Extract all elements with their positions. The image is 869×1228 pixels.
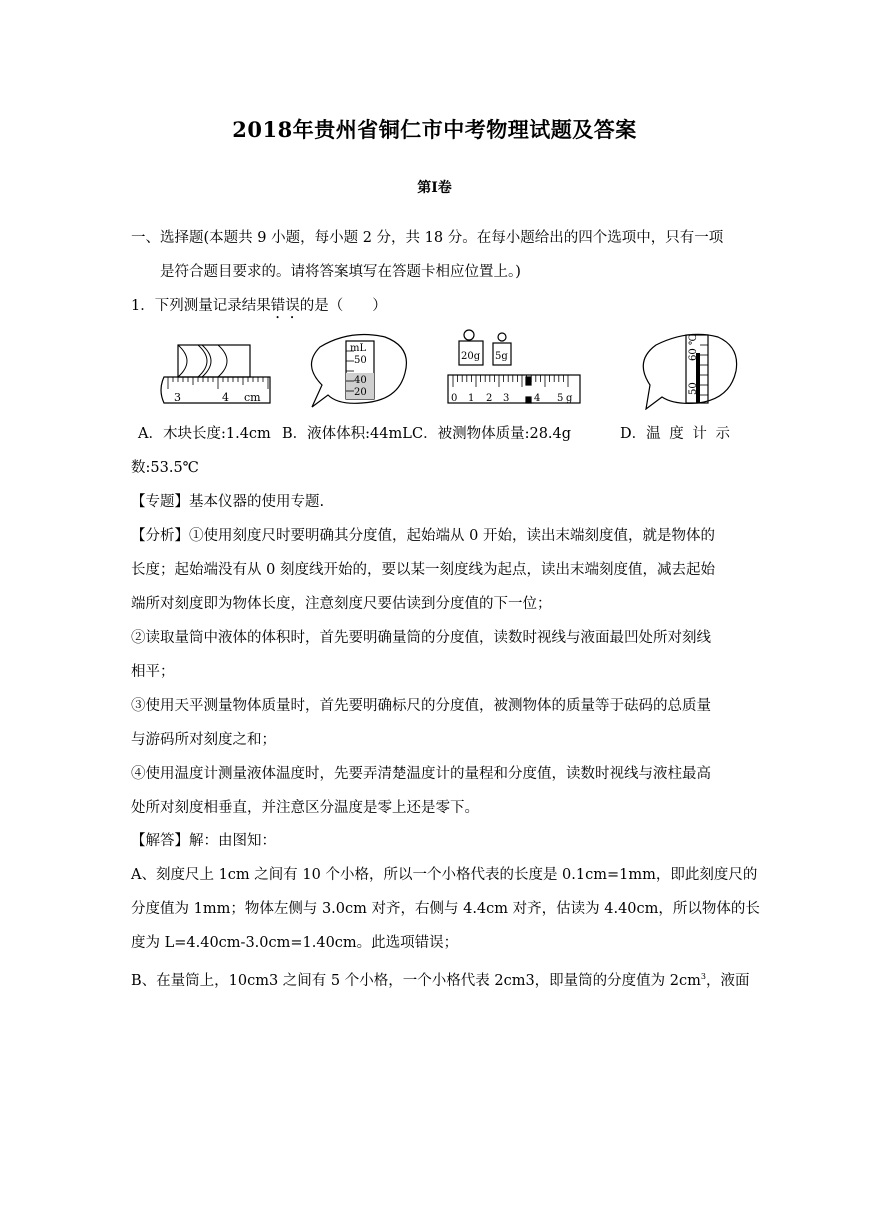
cylinder-label-20: 20 xyxy=(354,387,367,398)
option-a: A．木块长度:1.4cm xyxy=(138,426,271,442)
analysis-line: ④使用温度计测量液体温度时，先要弄清楚温度计的量程和分度值，读数时视线与液柱最高 xyxy=(131,766,711,782)
cylinder-unit: mL xyxy=(350,343,367,354)
analysis-line: 端所对刻度即为物体长度，注意刻度尺要估读到分度值的下一位； xyxy=(131,596,552,612)
answer-b-superscript: 3 xyxy=(700,972,706,981)
answer-line: 度为 L=4.40cm-3.0cm=1.40cm。此选项错误； xyxy=(131,935,459,951)
question-1-figure xyxy=(150,325,750,410)
thermo-label-60: 60 xyxy=(688,348,699,361)
document-title: 2018年贵州省铜仁市中考物理试题及答案 xyxy=(232,117,637,142)
answer-b-line xyxy=(131,967,749,991)
balance-label-4: 4 xyxy=(534,393,541,404)
option-c: C．被测物体质量:28.4g xyxy=(412,426,572,442)
analysis-line: 【分析】①使用刻度尺时要明确其分度值，起始端从 0 开始，读出末端刻度值，就是物体的 xyxy=(131,528,715,544)
balance-label-5: 5 xyxy=(557,393,564,404)
answer-line: 分度值为 1mm；物体左侧与 3.0cm 对齐，右侧与 4.4cm 对齐，估读为 4.40cm，所以物体的长 xyxy=(131,901,760,917)
answer-b-text: B、在量筒上，10cm3 之间有 5 个小格，一个小格代表 2cm3，即量筒的分度值为 2cm xyxy=(131,972,701,989)
balance-label-3: 3 xyxy=(503,393,510,404)
weight-5g: 5g xyxy=(495,351,508,362)
ruler-label-4: 4 xyxy=(222,391,229,404)
option-b: B．液体体积:44mL xyxy=(282,426,412,442)
question-1-emphasis: 错误 xyxy=(270,298,300,314)
answer-line: A、刻度尺上 1cm 之间有 10 个小格，所以一个小格代表的长度是 0.1cm=1mm，即此刻度尺的 xyxy=(131,867,758,883)
balance-label-0: 0 xyxy=(451,393,458,404)
analysis-line: 相平； xyxy=(131,664,175,680)
question-1-prefix: 1．下列测量记录结果 xyxy=(131,298,271,314)
answer-heading: 【解答】解：由图知： xyxy=(131,833,276,849)
analysis-line: 处所对刻度相垂直，并注意区分温度是零上还是零下。 xyxy=(131,800,479,816)
thermo-label-50: 50 xyxy=(688,382,699,395)
question-1 xyxy=(131,296,387,322)
question-1-suffix: 的是（ ） xyxy=(299,298,387,314)
volume-heading: 第Ⅰ卷 xyxy=(417,180,452,196)
option-d-line-1: D．温 度 计 示 xyxy=(620,426,730,442)
ruler-label-3: 3 xyxy=(174,391,181,404)
section-heading-line-1: 一、选择题(本题共 9 小题，每小题 2 分，共 18 分。在每小题给出的四个选项中，只有一项 xyxy=(131,230,724,246)
analysis-line: ②读取量筒中液体的体积时，首先要明确量筒的分度值，读数时视线与液面最凹处所对刻线 xyxy=(131,630,711,646)
option-d-line-2: 数:53.5℃ xyxy=(131,460,199,476)
balance-label-2: 2 xyxy=(486,393,493,404)
answer-b-end: ，液面 xyxy=(705,972,750,989)
topic-line: 【专题】基本仪器的使用专题. xyxy=(131,494,325,510)
cylinder-label-40: 40 xyxy=(354,375,367,386)
balance-label-1: 1 xyxy=(468,393,475,404)
analysis-line: 长度；起始端没有从 0 刻度线开始的，要以某一刻度线为起点，读出末端刻度值，减去起始 xyxy=(131,562,715,578)
thermo-label-unit: ℃ xyxy=(688,333,699,345)
balance-labels xyxy=(451,393,573,404)
ruler-label-unit: cm xyxy=(244,391,261,404)
section-heading-line-2: 是符合题目要求的。请将答案填写在答题卡相应位置上。) xyxy=(160,264,521,280)
analysis-line: ③使用天平测量物体质量时，首先要明确标尺的分度值，被测物体的质量等于砝码的总质量 xyxy=(131,698,711,714)
cylinder-label-50: 50 xyxy=(354,355,367,366)
balance-label-g: g xyxy=(566,393,573,404)
analysis-line: 与游码所对刻度之和； xyxy=(131,732,276,748)
weight-20g: 20g xyxy=(461,351,481,362)
